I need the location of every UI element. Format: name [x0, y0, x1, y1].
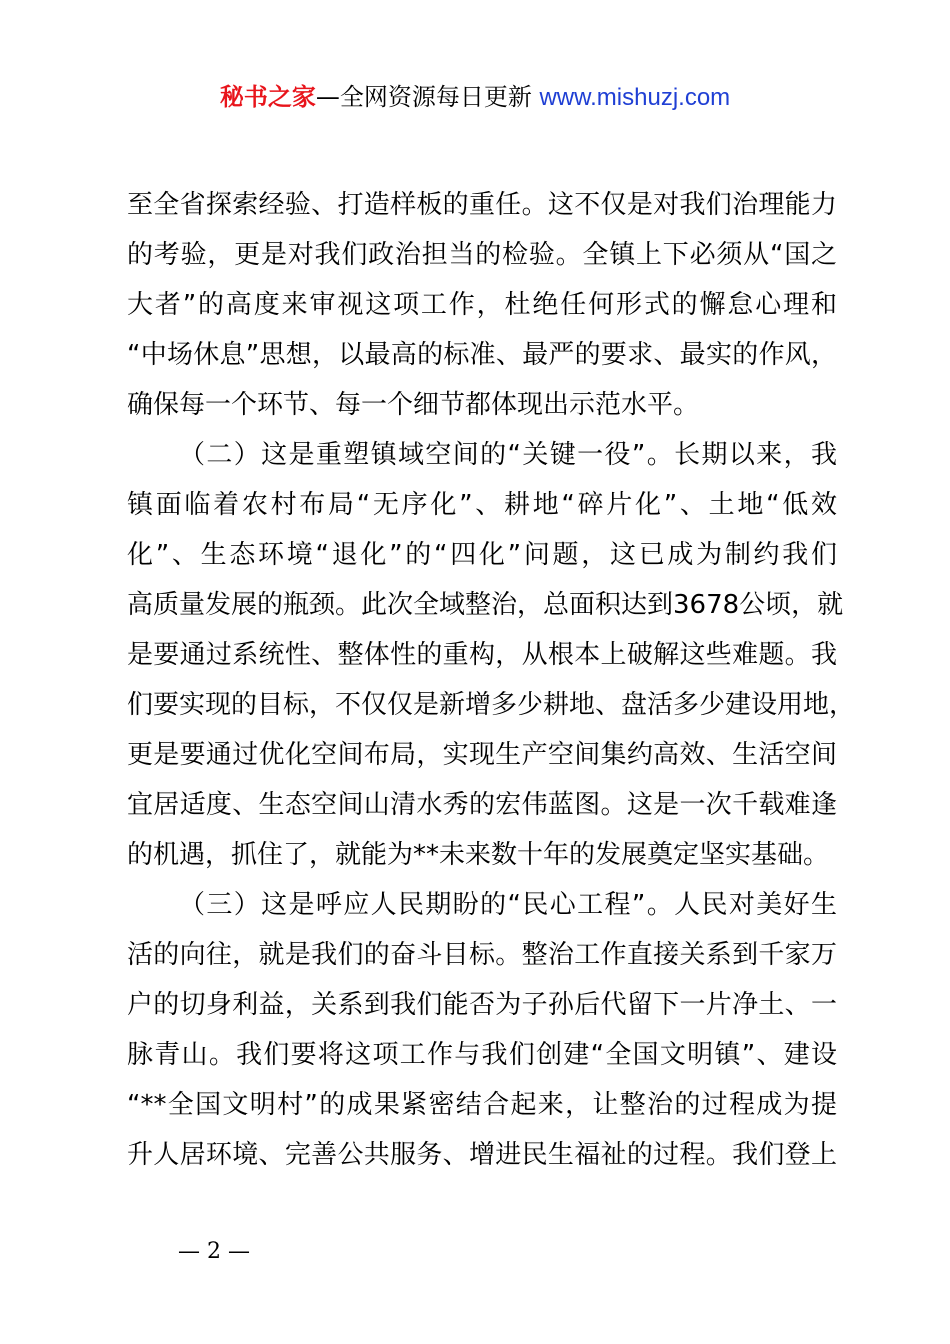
text-line: 化”、生态环境“退化”的“四化”问题，这已成为制约我们 [127, 540, 837, 570]
text-line: 户的切身利益，关系到我们能否为子孙后代留下一片净土、一 [127, 990, 837, 1020]
text-line: 升人居环境、完善公共服务、增进民生福祉的过程。我们登上 [127, 1140, 837, 1170]
text-line: 脉青山。我们要将这项工作与我们创建“全国文明镇”、建设 [127, 1040, 837, 1070]
text-line: 是要通过系统性、整体性的重构，从根本上破解这些难题。我 [127, 640, 837, 670]
page-number: — 2 — [178, 1239, 250, 1264]
site-header [0, 80, 950, 115]
text-line: 们要实现的目标，不仅仅是新增多少耕地、盘活多少建设用地， [127, 690, 856, 720]
text-line: 的考验，更是对我们政治担当的检验。全镇上下必须从“国之 [127, 240, 837, 270]
text-line: 宜居适度、生态空间山清水秀的宏伟蓝图。这是一次千载难逢 [127, 790, 837, 820]
section-heading-2: （二）这是重塑镇域空间的“关键一役”。长期以来，我 [179, 440, 837, 470]
text-line: 大者”的高度来审视这项工作，杜绝任何形式的懈怠心理和 [127, 290, 837, 320]
header-tagline: —全网资源每日更新 [315, 83, 540, 111]
brand-name: 秘书之家 [219, 83, 316, 111]
text-line: “中场休息”思想，以最高的标准、最严的要求、最实的作风， [127, 340, 837, 370]
document-body [127, 180, 856, 1180]
text-line: “**全国文明村”的成果紧密结合起来，让整治的过程成为提 [127, 1090, 837, 1120]
section-heading-3: （三）这是呼应人民期盼的“民心工程”。人民对美好生 [179, 890, 837, 920]
text-line: 更是要通过优化空间布局，实现生产空间集约高效、生活空间 [127, 740, 837, 770]
text-line: 至全省探索经验、打造样板的重任。这不仅是对我们治理能力 [127, 190, 837, 220]
text-line: 的机遇，抓住了，就能为**未来数十年的发展奠定坚实基础。 [127, 840, 830, 870]
text-line: 高质量发展的瓶颈。此次全域整治，总面积达到3678公顷，就 [127, 590, 844, 620]
text-line: 镇面临着农村布局“无序化”、耕地“碎片化”、土地“低效 [127, 490, 837, 520]
site-url: www.mishuzj.com [539, 84, 731, 111]
text-line: 确保每一个环节、每一个细节都体现出示范水平。 [127, 390, 700, 420]
text-line: 活的向往，就是我们的奋斗目标。整治工作直接关系到千家万 [127, 940, 837, 970]
